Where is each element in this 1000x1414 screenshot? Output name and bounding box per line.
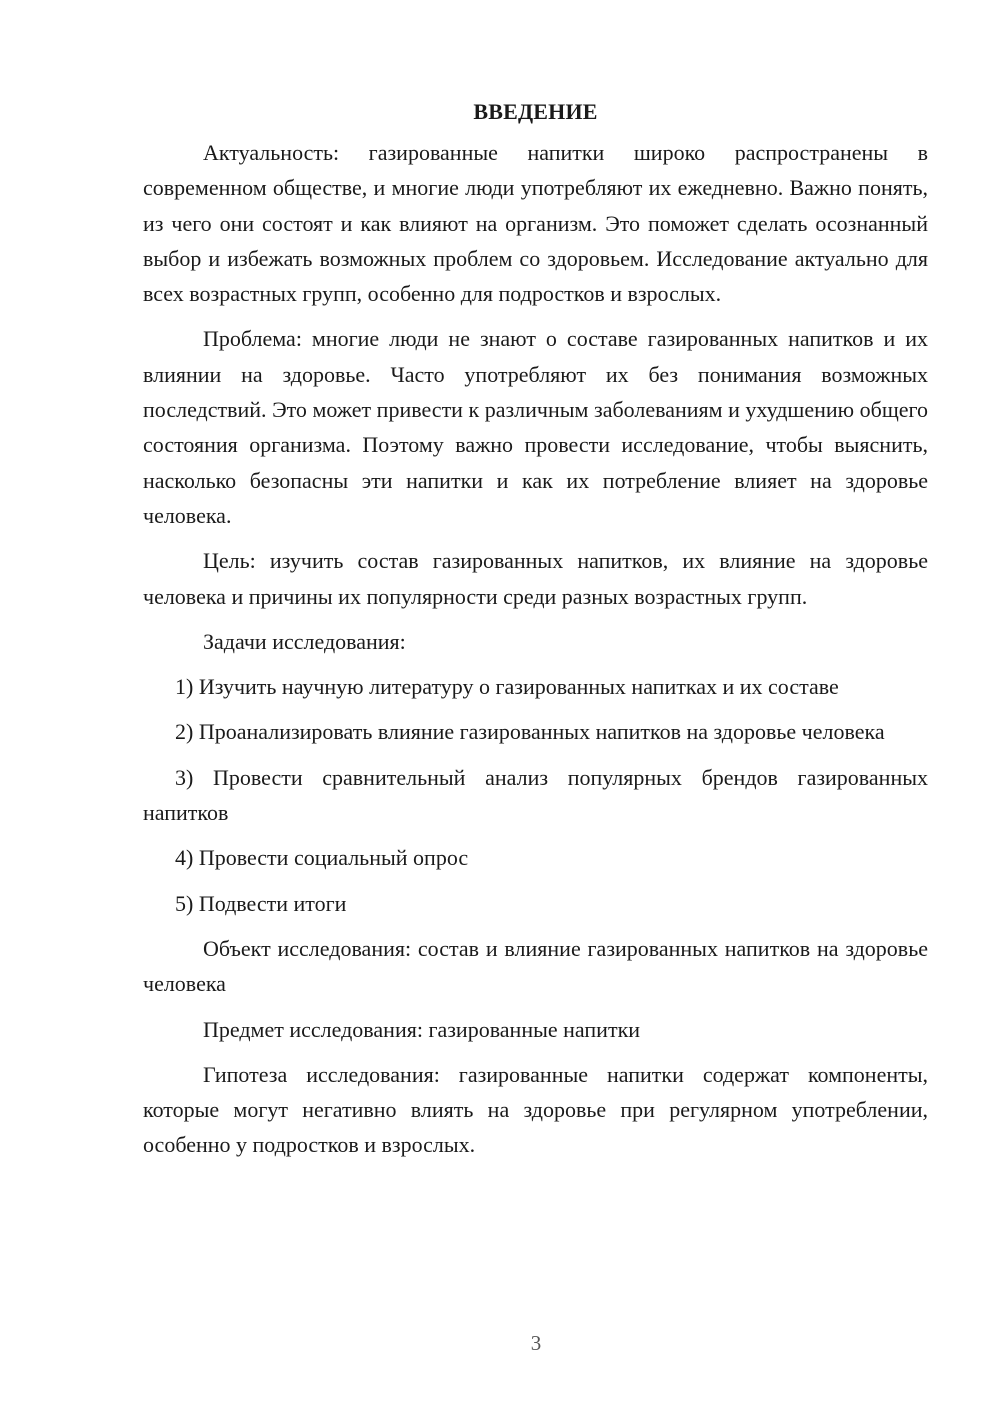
- task-item-2: 2) Проанализировать влияние газированных напитков на здоровье человека: [175, 719, 885, 745]
- subject-paragraph: Предмет исследования: газированные напитки: [203, 1016, 641, 1042]
- task-item-1: 1) Изучить научную литературу о газированных напитках и их составе: [175, 674, 839, 700]
- goal-paragraph: Цель: изучить состав газированных напитков, их влияние на здоровье человека и причины их популярности среди разных возрастных групп.: [143, 548, 928, 609]
- problem-paragraph: Проблема: многие люди не знают о составе газированных напитков и их влиянии на здоровье. Часто употребляют их без понимания возможных последствий. Это может привести к различным заболеваниям и ухудшению общего состояния организма. Поэтому важно провести исследование, чтобы выяснить, насколько безопасны эти напитки и как их потребление влияет на здоровье человека.: [143, 326, 928, 528]
- hypothesis-paragraph: Гипотеза исследования: газированные напитки содержат компоненты, которые могут негативно влиять на здоровье при регулярном употреблении, особенно у подростков и взрослых.: [143, 1061, 928, 1158]
- object-paragraph: Объект исследования: состав и влияние газированных напитков на здоровье человека: [143, 935, 928, 997]
- task-item-4: 4) Провести социальный опрос: [175, 845, 469, 871]
- task-item-5: 5) Подвести итоги: [175, 890, 347, 916]
- page-number: 3: [530, 1331, 542, 1355]
- tasks-label: Задачи исследования:: [203, 628, 406, 654]
- task-item-3: 3) Провести сравнительный анализ популярных брендов газированных напитков: [143, 764, 928, 826]
- relevance-paragraph: Актуальность: газированные напитки широко распространены в современном обществе, и многие люди употребляют их ежедневно. Важно понять, из чего они состоят и как влияют на организм. Это поможет сделать осознанный выбор и избежать возможных проблем со здоровьем. Исследование актуально для всех возрастных групп, особенно для подростков и взрослых.: [143, 140, 928, 307]
- section-heading: ВВЕДЕНИЕ: [473, 99, 598, 124]
- page-content: [143, 94, 928, 1173]
